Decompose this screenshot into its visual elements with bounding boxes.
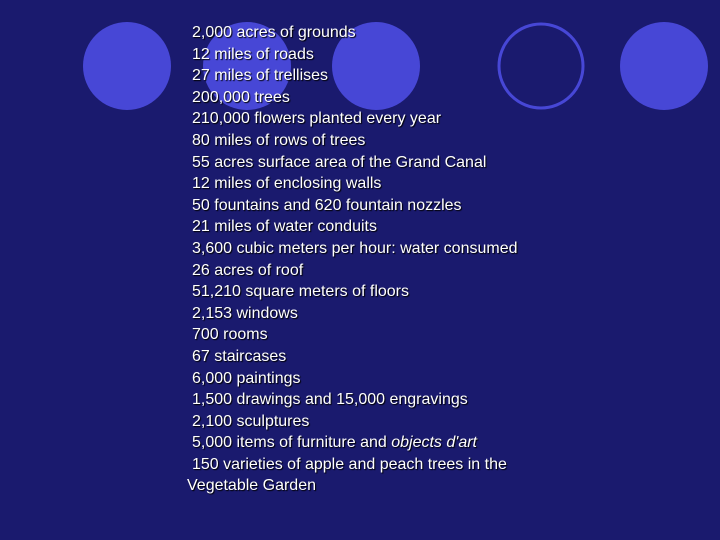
fact-item-furniture: 5,000 items of furniture and objects d'art <box>192 434 477 452</box>
decor-circle-1 <box>83 22 171 110</box>
fact-item: 26 acres of roof <box>192 261 304 279</box>
fact-item: 210,000 flowers planted every year <box>192 110 442 128</box>
fact-item: 27 miles of trellises <box>192 67 329 85</box>
fact-item: 2,100 sculptures <box>192 412 310 430</box>
fact-item: 67 staircases <box>192 347 287 365</box>
fact-item: 2,153 windows <box>192 304 298 322</box>
fact-item: 2,000 acres of grounds <box>192 24 356 41</box>
fact-item: 12 miles of roads <box>192 45 314 63</box>
fact-item: 200,000 trees <box>192 88 290 106</box>
fact-item: 3,600 cubic meters per hour: water consumed <box>192 239 518 257</box>
decor-circle-5 <box>620 22 708 110</box>
fact-item: 21 miles of water conduits <box>192 218 377 236</box>
fact-item: 55 acres surface area of the Grand Canal <box>192 153 487 171</box>
fact-item: 51,210 square meters of floors <box>192 283 410 301</box>
fact-item: 80 miles of rows of trees <box>192 131 366 149</box>
fact-item: 12 miles of enclosing walls <box>192 175 382 193</box>
fact-item: 150 varieties of apple and peach trees in the Vegetable Garden <box>187 455 507 495</box>
fact-item: 6,000 paintings <box>192 369 301 387</box>
fact-item: 700 rooms <box>192 326 268 344</box>
fact-item: 50 fountains and 620 fountain nozzles <box>192 196 462 214</box>
fact-item: 1,500 drawings and 15,000 engravings <box>192 391 468 409</box>
facts-list <box>187 22 547 497</box>
